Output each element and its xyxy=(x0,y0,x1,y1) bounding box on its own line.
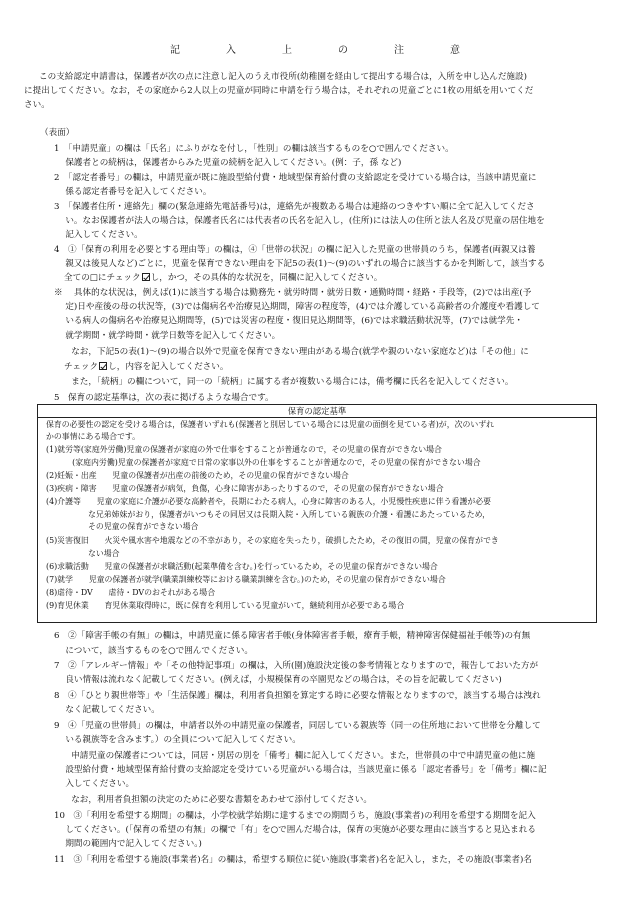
criteria-line: (9)育児休業 育児休業取得時に，既に保育を利用している児童がいて，継続利用が必要である場合 xyxy=(46,601,405,610)
note-9-line-1: 9 ④「児童の世帯員」の欄は，申請者以外の申請児童の保護者，同居している親族等（同一の住所地において世帯を分離して xyxy=(54,721,541,731)
criteria-line: な兄弟姉妹がおり，保護者がいつもその同居又は長期入院・入所している親族の介護・看護にあたっているため， xyxy=(46,510,491,519)
note-remark-line-7: また，「続柄」の欄について，同一の「続柄」に属する者が複数いる場合には，備考欄に氏名を記入してください。 xyxy=(54,377,514,387)
note-7-line-1: 7 ②「アレルギー情報」や「その他特記事項」の欄は，入所(園)施設決定後の参考情報となりますので，報告しておいた方が xyxy=(54,661,539,671)
criteria-line: (8)虐待・DV 虐待・DVのおそれがある場合 xyxy=(46,588,216,597)
note-8-line-2: なく記載してください。 xyxy=(54,705,160,715)
criteria-line: (1)就労等(家庭外労働)児童の保護者が家庭の外で仕事をすることが普通なので，その児童の保育ができない場合 xyxy=(46,445,442,454)
criteria-line: (4)介護等 児童の家庭に介護が必要な高齢者や，長期にわたる病人，心身に障害のある人，小児慢性疾患に伴う看護が必要 xyxy=(46,497,492,506)
criteria-table-title: 保育の認定基準 xyxy=(38,405,596,418)
note-2-line-2: 係る認定者番号を記入してください。 xyxy=(54,187,212,197)
criteria-line: (2)妊娠・出産 児童の保護者が出産の前後のため，その児童の保育ができない場合 xyxy=(46,471,349,480)
criteria-line: 保育の必要性の認定を受ける場合は，保護者いずれも(保護者と別居している場合には児童の面倒を見ている者)が，次のいずれ xyxy=(46,420,495,429)
note-2-line-1: 2 「認定者番号」の欄は，申請児童が既に施設型給付費・地域型保育給付費の支給認定を受けている場合は，当該申請児童に xyxy=(54,173,537,183)
note-1-line-1: 1 「申請児童」の欄は「氏名」にふりがなを付し，「性別」の欄は該当するものを○で囲んでください。 xyxy=(54,144,454,154)
note-10-line-1: 10 ③「利用を希望する期間」の欄は，小学校就学始期に達するまでの期間うち，施設(事業者)の利用を希望する期間を記入 xyxy=(54,811,536,821)
note-4-line-3-after: し，かつ，その具体的な状況を，同欄に記入してください。 xyxy=(150,273,383,283)
note-remark-line-6 xyxy=(64,360,228,374)
criteria-line: かの事情にある場合です。 xyxy=(46,432,141,441)
note-4-line-2: 親又は後見人など)ごとに，児童を保育できない理由を下記5の表(1)～(9)のいずれの場合に該当するかを判断して，該当する xyxy=(54,259,546,269)
note-6-line-2: について，該当するものを○で囲んでください。 xyxy=(54,646,253,656)
criteria-line: (6)求職活動 児童の保護者が求職活動(起業準備を含む。)を行っているため，その児童の保育ができない場合 xyxy=(46,562,438,571)
note-7-line-2: 良い情報は流れなく記載してください。(例えば，小規模保育の卒園児などの場合は，その旨を記載してください) xyxy=(54,675,502,685)
note-1-line-2: 保護者との続柄は，保護者からみた児童の続柄を記入してください。(例：子，孫 など) xyxy=(54,158,402,168)
document-title: 記 入 上 の 注 意 xyxy=(170,45,478,56)
intro-line-3: さい。 xyxy=(24,100,50,110)
note-9-line-3: 申請児童の保護者については，同居・別居の別を「備考」欄に記入してください。また，世帯員の中で申請児童の他に施 xyxy=(54,751,536,761)
criteria-line: (家庭内労働)児童の保護者が家庭で日常の家事以外の仕事をすることが普通なので，その児童の保育ができない場合 xyxy=(46,458,481,467)
checkbox-checked-icon xyxy=(142,273,150,281)
criteria-line: ない場合 xyxy=(46,549,120,558)
note-9-line-6: なお，利用者負担額の決定のために必要な書類をあわせて添付してください。 xyxy=(54,795,372,805)
criteria-line: (5)災害復旧 火災や風水害や地震などの不幸があり，その家庭を失ったり，破損したため，その復旧の間，児童の保育ができ xyxy=(46,536,499,545)
intro-line-1: この支給認定申請書は，保護者が次の点に注意し記入のうえ市役所(幼稚園を経由して提出する場合は，入所を申し込んだ施設) xyxy=(39,72,527,82)
note-9-line-2: いる親族等を含みます。）の全員について記入してください。 xyxy=(54,735,301,745)
note-4-line-3 xyxy=(64,271,382,285)
intro-line-2: に提出してください。なお，その家庭から2人以上の児童が同時に申請を行う場合は，それぞれの児童ごとに1枚の用紙を用いてくだ xyxy=(24,86,534,96)
note-6-line-1: 6 ②「障害手帳の有無」の欄は，申請児童に係る障害者手帳(身体障害者手帳，療育手帳，精神障害保健福祉手帳等)の有無 xyxy=(54,631,531,641)
note-10-line-2: してください。(「保育の希望の有無」の欄で「有」を○で囲んだ場合は，保育の実施が必要な理由に該当すると見込まれる xyxy=(54,825,536,835)
note-remark-line-2: 定)日や産後の母の状況等，(3)では傷病名や治療見込期間，障害の程度等，(4)では介護している高齢者の介護度や看護して xyxy=(54,302,540,312)
note-3-line-3: 記入してください。 xyxy=(54,230,143,240)
note-remark-line-4: 就学期間・就学時間・就学日数等を記入してください。 xyxy=(54,331,281,341)
criteria-line: その児童の保育ができない場合 xyxy=(46,522,199,531)
note-remark-line-6-before: チェック xyxy=(64,362,99,372)
note-remark-line-6-after: し，内容を記入してください。 xyxy=(108,362,229,372)
note-remark-line-5: なお，下記5の表(1)～(9)の場合以外で児童を保育できない理由がある場合(就学や親のいない家庭など)は「その他」に xyxy=(54,347,529,357)
front-heading: （表面） xyxy=(40,128,75,138)
criteria-line: (7)就学 児童の保護者が就学(職業訓練校等における職業訓練を含む。)のため，その児童の保育ができない場合 xyxy=(46,575,446,584)
note-3-line-2: い。なお保護者が法人の場合は，保護者氏名には代表者の氏名を記入し，(住所)には法人の住所と法人名及び児童の居住地を xyxy=(54,216,545,226)
checkbox-checked-icon xyxy=(99,362,107,370)
note-9-line-5: 入してください。 xyxy=(54,779,135,789)
note-9-line-4: 設型給付費・地域型保育給付費の支給認定を受けている児童がいる場合は，当該児童に係る「認定者番号」を「備考」欄に記 xyxy=(54,765,547,775)
note-11-line-1: 11 ③「利用を希望する施設(事業者)名」の欄は，希望する順位に従い施設(事業者)名を記入し，また，その施設(事業者)名 xyxy=(54,855,532,865)
note-8-line-1: 8 ④「ひとり親世帯等」や「生活保護」欄は，利用者負担額を算定する時に必要な情報となりますので，該当する場合は洩れ xyxy=(54,691,541,701)
note-remark-line-1: ※ 具体的な状況は，例えば(1)に該当する場合は勤務先・就労時間・就労日数・通勤時間・経路・手段等，(2)では出産(予 xyxy=(54,288,532,298)
criteria-line: (3)疾病・障害 児童の保護者が病気，負傷，心身に障害があったりするので，その児童の保育ができない場合 xyxy=(46,484,444,493)
note-4-line-1: 4 ①「保育の利用を必要とする理由等」の欄は，④「世帯の状況」の欄に記入した児童の世帯員のうち，保護者(両親又は養 xyxy=(54,245,536,255)
note-5-line-1: 5 保育の認定基準は，次の表に掲げるような場合です。 xyxy=(54,393,274,403)
note-10-line-3: 期間の範囲内で記入してください。) xyxy=(54,839,202,849)
note-4-line-3-before: 全ての□にチェック xyxy=(64,273,141,283)
note-3-line-1: 3 「保護者住所・連絡先」欄の(緊急連絡先電話番号)は，連絡先が複数ある場合は連絡のつきやすい順に全て記入してくださ xyxy=(54,202,535,212)
criteria-table xyxy=(37,404,597,623)
note-remark-line-3: いる病人の傷病名や治療見込期間等，(5)では災害の程度・復旧見込期間等，(6)では求職活動状況等，(7)では就学先・ xyxy=(54,316,523,326)
